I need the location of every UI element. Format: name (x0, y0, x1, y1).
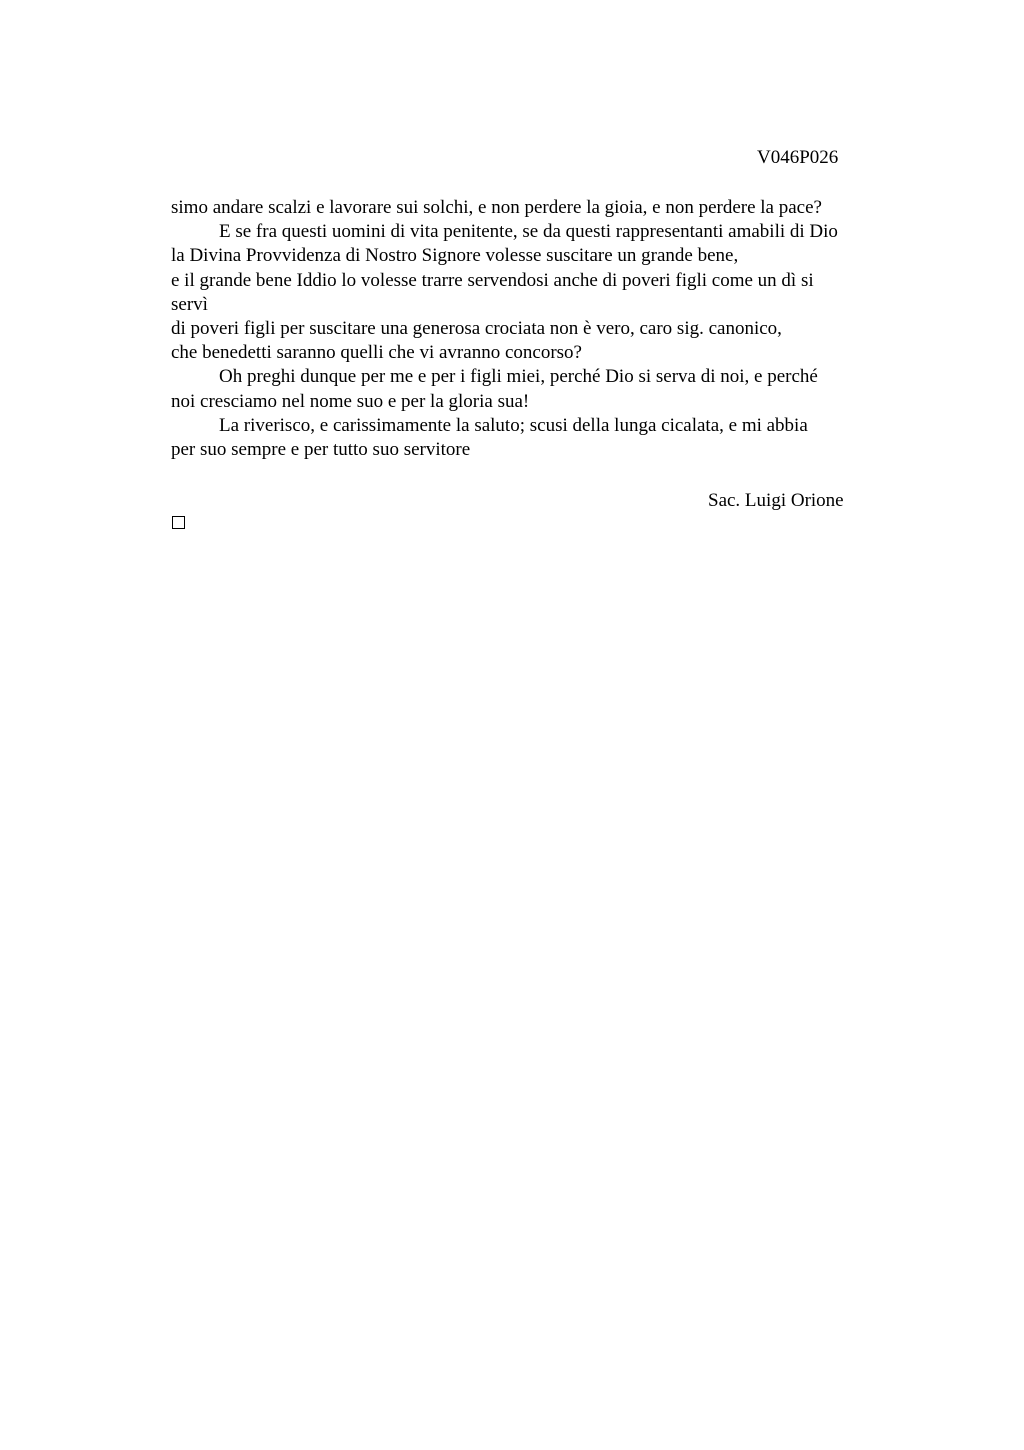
text-line: La riverisco, e carissimamente la saluto; scusi della lunga cicalata, e mi abbia (219, 414, 808, 436)
text-line: per suo sempre e per tutto suo servitore (171, 438, 471, 460)
text-line: la Divina Provvidenza di Nostro Signore volesse suscitare un grande bene, (171, 245, 739, 267)
empty-square-icon (172, 516, 185, 529)
letter-body (171, 196, 901, 462)
text-line: e il grande bene Iddio lo volesse trarre servendosi anche di poveri figli come un dì si (171, 269, 814, 291)
signature: Sac. Luigi Orione (708, 490, 844, 511)
text-line: E se fra questi uomini di vita penitente, se da questi rappresentanti amabili di Dio (219, 221, 838, 243)
text-line: Oh preghi dunque per me e per i figli miei, perché Dio si serva di noi, e perché (219, 366, 818, 388)
page-identifier: V046P026 (757, 147, 839, 168)
text-line: servì (171, 293, 208, 315)
text-line: di poveri figli per suscitare una generosa crociata non è vero, caro sig. canonico, (171, 317, 782, 339)
text-line: simo andare scalzi e lavorare sui solchi, e non perdere la gioia, e non perdere la pace? (171, 197, 822, 218)
text-line: noi cresciamo nel nome suo e per la gloria sua! (171, 390, 530, 412)
text-line: che benedetti saranno quelli che vi avranno concorso? (171, 342, 582, 364)
